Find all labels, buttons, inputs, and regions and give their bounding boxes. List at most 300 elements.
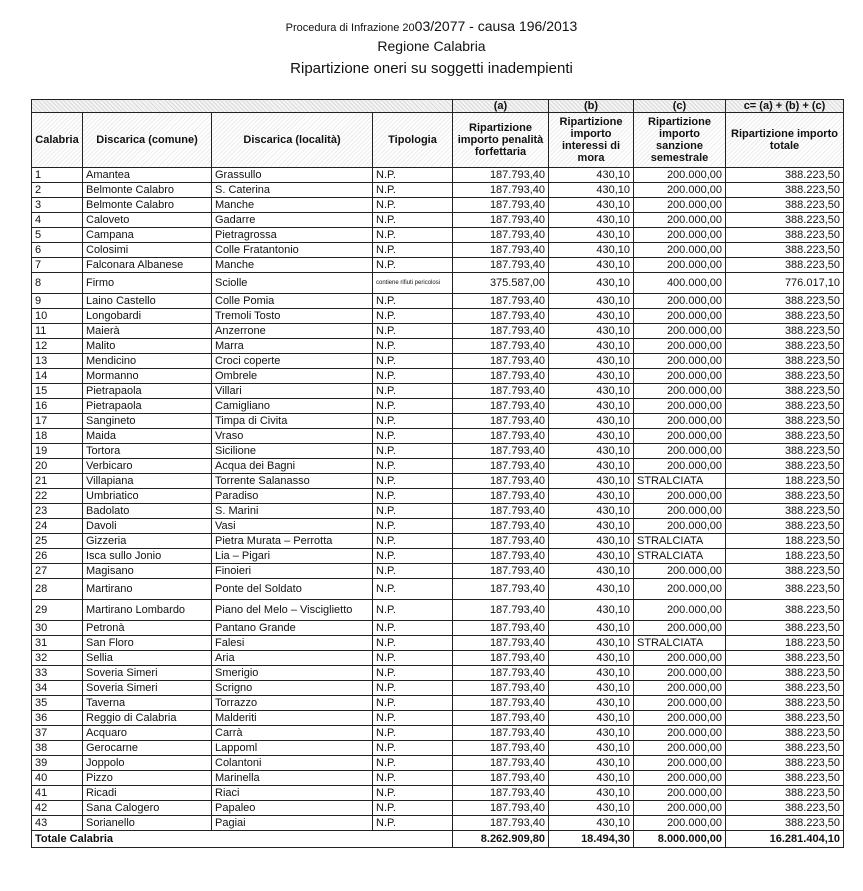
row-penalty: 187.793,40 [453, 183, 549, 198]
row-number: 32 [32, 651, 83, 666]
row-interest: 430,10 [549, 564, 634, 579]
row-interest: 430,10 [549, 369, 634, 384]
table-row [32, 786, 844, 801]
row-tipologia: N.P. [373, 228, 453, 243]
row-comune: Malito [83, 339, 212, 354]
row-total: 188.223,50 [726, 474, 844, 489]
row-total: 388.223,50 [726, 489, 844, 504]
row-comune: Campana [83, 228, 212, 243]
row-tipologia: N.P. [373, 489, 453, 504]
row-tipologia: N.P. [373, 504, 453, 519]
row-sanction: 200.000,00 [634, 399, 726, 414]
row-tipologia: N.P. [373, 600, 453, 621]
row-number: 3 [32, 198, 83, 213]
row-penalty: 187.793,40 [453, 756, 549, 771]
row-penalty: 187.793,40 [453, 369, 549, 384]
row-interest: 430,10 [549, 213, 634, 228]
row-localita: Pietra Murata – Perrotta [212, 534, 373, 549]
table-row [32, 309, 844, 324]
row-comune: Isca sullo Jonio [83, 549, 212, 564]
col-header-comune: Discarica (comune) [83, 113, 212, 168]
row-sanction: 200.000,00 [634, 183, 726, 198]
row-penalty: 187.793,40 [453, 339, 549, 354]
row-tipologia: contiene rifiuti pericolosi [373, 273, 453, 294]
row-penalty: 187.793,40 [453, 771, 549, 786]
table-row [32, 198, 844, 213]
row-comune: Maierà [83, 324, 212, 339]
row-comune: Petronà [83, 621, 212, 636]
col-code-b: (b) [549, 100, 634, 113]
row-tipologia: N.P. [373, 564, 453, 579]
row-sanction: 200.000,00 [634, 681, 726, 696]
row-sanction: 200.000,00 [634, 771, 726, 786]
total-a: 8.262.909,80 [453, 831, 549, 848]
table-row [32, 771, 844, 786]
row-total: 388.223,50 [726, 504, 844, 519]
row-number: 2 [32, 183, 83, 198]
row-total: 388.223,50 [726, 198, 844, 213]
row-total: 388.223,50 [726, 309, 844, 324]
row-sanction: 200.000,00 [634, 756, 726, 771]
row-comune: Taverna [83, 696, 212, 711]
row-penalty: 187.793,40 [453, 621, 549, 636]
row-comune: Pizzo [83, 771, 212, 786]
row-number: 29 [32, 600, 83, 621]
row-comune: Umbriatico [83, 489, 212, 504]
row-interest: 430,10 [549, 258, 634, 273]
row-interest: 430,10 [549, 198, 634, 213]
row-comune: Pietrapaola [83, 384, 212, 399]
row-sanction: 200.000,00 [634, 369, 726, 384]
row-number: 21 [32, 474, 83, 489]
document-title-subject: Ripartizione oneri su soggetti inadempienti [290, 60, 573, 77]
table-row [32, 579, 844, 600]
table-row [32, 168, 844, 183]
table-row [32, 459, 844, 474]
row-localita: Paradiso [212, 489, 373, 504]
row-penalty: 187.793,40 [453, 444, 549, 459]
row-tipologia: N.P. [373, 324, 453, 339]
row-interest: 430,10 [549, 504, 634, 519]
row-tipologia: N.P. [373, 213, 453, 228]
row-comune: Sana Calogero [83, 801, 212, 816]
table-row [32, 534, 844, 549]
row-interest: 430,10 [549, 384, 634, 399]
cost-allocation-table [31, 99, 844, 848]
row-interest: 430,10 [549, 741, 634, 756]
row-interest: 430,10 [549, 519, 634, 534]
document-title-line1 [0, 18, 863, 34]
row-localita: Timpa di Civita [212, 414, 373, 429]
row-total: 388.223,50 [726, 354, 844, 369]
row-total: 388.223,50 [726, 651, 844, 666]
row-comune: Reggio di Calabria [83, 711, 212, 726]
row-tipologia: N.P. [373, 771, 453, 786]
row-total: 388.223,50 [726, 681, 844, 696]
row-total: 388.223,50 [726, 621, 844, 636]
row-comune: Soveria Simeri [83, 666, 212, 681]
row-number: 43 [32, 816, 83, 831]
row-sanction: 200.000,00 [634, 666, 726, 681]
row-interest: 430,10 [549, 324, 634, 339]
col-code-total: c= (a) + (b) + (c) [726, 100, 844, 113]
row-interest: 430,10 [549, 711, 634, 726]
row-sanction: 200.000,00 [634, 384, 726, 399]
row-localita: Marinella [212, 771, 373, 786]
row-localita: Lia – Pigari [212, 549, 373, 564]
row-interest: 430,10 [549, 651, 634, 666]
row-total: 188.223,50 [726, 636, 844, 651]
row-total: 388.223,50 [726, 816, 844, 831]
row-number: 19 [32, 444, 83, 459]
row-penalty: 187.793,40 [453, 741, 549, 756]
row-localita: Carrà [212, 726, 373, 741]
table-row [32, 681, 844, 696]
row-localita: Croci coperte [212, 354, 373, 369]
row-localita: Smerigio [212, 666, 373, 681]
row-sanction: 200.000,00 [634, 339, 726, 354]
row-interest: 430,10 [549, 429, 634, 444]
row-comune: Badolato [83, 504, 212, 519]
row-sanction: STRALCIATA [634, 549, 726, 564]
row-number: 27 [32, 564, 83, 579]
row-localita: Pantano Grande [212, 621, 373, 636]
row-tipologia: N.P. [373, 519, 453, 534]
row-sanction: 200.000,00 [634, 519, 726, 534]
row-interest: 430,10 [549, 168, 634, 183]
row-comune: Tortora [83, 444, 212, 459]
table-row [32, 816, 844, 831]
row-localita: Colle Fratantonio [212, 243, 373, 258]
row-tipologia: N.P. [373, 354, 453, 369]
row-tipologia: N.P. [373, 339, 453, 354]
row-tipologia: N.P. [373, 801, 453, 816]
row-number: 8 [32, 273, 83, 294]
row-sanction: 200.000,00 [634, 696, 726, 711]
row-sanction: STRALCIATA [634, 534, 726, 549]
table-row [32, 444, 844, 459]
row-sanction: 200.000,00 [634, 258, 726, 273]
row-localita: Riaci [212, 786, 373, 801]
col-header-localita: Discarica (località) [212, 113, 373, 168]
row-penalty: 187.793,40 [453, 228, 549, 243]
row-number: 5 [32, 228, 83, 243]
row-total: 388.223,50 [726, 726, 844, 741]
table-row [32, 474, 844, 489]
row-localita: Manche [212, 198, 373, 213]
row-sanction: 200.000,00 [634, 600, 726, 621]
row-total: 776.017,10 [726, 273, 844, 294]
row-sanction: STRALCIATA [634, 474, 726, 489]
table-row [32, 399, 844, 414]
row-tipologia: N.P. [373, 726, 453, 741]
row-number: 37 [32, 726, 83, 741]
table-row [32, 621, 844, 636]
row-total: 388.223,50 [726, 369, 844, 384]
row-total: 388.223,50 [726, 696, 844, 711]
row-interest: 430,10 [549, 354, 634, 369]
row-interest: 430,10 [549, 756, 634, 771]
row-penalty: 187.793,40 [453, 579, 549, 600]
row-total: 388.223,50 [726, 294, 844, 309]
row-interest: 430,10 [549, 489, 634, 504]
total-b: 18.494,30 [549, 831, 634, 848]
row-penalty: 187.793,40 [453, 786, 549, 801]
col-header-c: Ripartizione importo sanzione semestrale [634, 113, 726, 168]
row-penalty: 187.793,40 [453, 384, 549, 399]
row-total: 388.223,50 [726, 243, 844, 258]
row-comune: Amantea [83, 168, 212, 183]
table-row [32, 666, 844, 681]
row-interest: 430,10 [549, 534, 634, 549]
row-comune: Martirano [83, 579, 212, 600]
row-sanction: 200.000,00 [634, 309, 726, 324]
table-row [32, 354, 844, 369]
table-row [32, 414, 844, 429]
row-localita: Sicilione [212, 444, 373, 459]
row-interest: 430,10 [549, 681, 634, 696]
row-tipologia: N.P. [373, 711, 453, 726]
row-interest: 430,10 [549, 414, 634, 429]
row-number: 9 [32, 294, 83, 309]
row-comune: Belmonte Calabro [83, 198, 212, 213]
row-localita: Marra [212, 339, 373, 354]
row-total: 388.223,50 [726, 600, 844, 621]
row-number: 13 [32, 354, 83, 369]
row-penalty: 187.793,40 [453, 816, 549, 831]
table-row [32, 324, 844, 339]
row-tipologia: N.P. [373, 534, 453, 549]
row-number: 4 [32, 213, 83, 228]
row-comune: Verbicaro [83, 459, 212, 474]
row-comune: Sangineto [83, 414, 212, 429]
row-penalty: 187.793,40 [453, 519, 549, 534]
row-total: 388.223,50 [726, 741, 844, 756]
row-tipologia: N.P. [373, 414, 453, 429]
row-penalty: 187.793,40 [453, 213, 549, 228]
row-comune: Magisano [83, 564, 212, 579]
row-tipologia: N.P. [373, 816, 453, 831]
row-interest: 430,10 [549, 666, 634, 681]
row-sanction: 200.000,00 [634, 168, 726, 183]
row-tipologia: N.P. [373, 444, 453, 459]
row-tipologia: N.P. [373, 549, 453, 564]
row-localita: Aria [212, 651, 373, 666]
row-total: 388.223,50 [726, 756, 844, 771]
table-row [32, 651, 844, 666]
row-localita: Finoieri [212, 564, 373, 579]
row-total: 388.223,50 [726, 666, 844, 681]
row-number: 16 [32, 399, 83, 414]
row-tipologia: N.P. [373, 429, 453, 444]
document-title-region: Regione Calabria [377, 38, 486, 54]
row-total: 388.223,50 [726, 168, 844, 183]
row-tipologia: N.P. [373, 696, 453, 711]
row-interest: 430,10 [549, 273, 634, 294]
row-number: 1 [32, 168, 83, 183]
row-comune: Longobardi [83, 309, 212, 324]
row-number: 18 [32, 429, 83, 444]
row-number: 26 [32, 549, 83, 564]
row-comune: Soveria Simeri [83, 681, 212, 696]
row-sanction: 200.000,00 [634, 213, 726, 228]
row-interest: 430,10 [549, 621, 634, 636]
table-row [32, 384, 844, 399]
table-row [32, 600, 844, 621]
row-tipologia: N.P. [373, 243, 453, 258]
row-localita: Tremoli Tosto [212, 309, 373, 324]
row-localita: Colantoni [212, 756, 373, 771]
row-interest: 430,10 [549, 549, 634, 564]
row-number: 17 [32, 414, 83, 429]
row-penalty: 187.793,40 [453, 489, 549, 504]
row-localita: Ponte del Soldato [212, 579, 373, 600]
total-label: Totale Calabria [32, 831, 453, 848]
row-tipologia: N.P. [373, 621, 453, 636]
row-penalty: 187.793,40 [453, 534, 549, 549]
row-number: 39 [32, 756, 83, 771]
row-number: 12 [32, 339, 83, 354]
row-interest: 430,10 [549, 579, 634, 600]
row-tipologia: N.P. [373, 666, 453, 681]
row-localita: Malderiti [212, 711, 373, 726]
row-total: 388.223,50 [726, 399, 844, 414]
row-sanction: 200.000,00 [634, 414, 726, 429]
row-total: 388.223,50 [726, 213, 844, 228]
table-row [32, 696, 844, 711]
row-number: 30 [32, 621, 83, 636]
row-comune: Villapiana [83, 474, 212, 489]
row-penalty: 187.793,40 [453, 459, 549, 474]
total-c: 8.000.000,00 [634, 831, 726, 848]
row-localita: Gadarre [212, 213, 373, 228]
row-number: 23 [32, 504, 83, 519]
table-row [32, 258, 844, 273]
row-interest: 430,10 [549, 696, 634, 711]
row-comune: Mormanno [83, 369, 212, 384]
row-interest: 430,10 [549, 474, 634, 489]
row-comune: Maida [83, 429, 212, 444]
row-sanction: 200.000,00 [634, 621, 726, 636]
row-sanction: 200.000,00 [634, 651, 726, 666]
row-penalty: 187.793,40 [453, 801, 549, 816]
row-sanction: 200.000,00 [634, 816, 726, 831]
row-penalty: 187.793,40 [453, 681, 549, 696]
row-total: 388.223,50 [726, 786, 844, 801]
row-penalty: 187.793,40 [453, 651, 549, 666]
row-total: 388.223,50 [726, 228, 844, 243]
row-penalty: 187.793,40 [453, 504, 549, 519]
table-row [32, 564, 844, 579]
table-row [32, 183, 844, 198]
row-penalty: 187.793,40 [453, 549, 549, 564]
col-header-tipologia: Tipologia [373, 113, 453, 168]
procedure-prefix: Procedura di Infrazione 20 [285, 22, 415, 34]
row-sanction: 200.000,00 [634, 198, 726, 213]
row-total: 388.223,50 [726, 564, 844, 579]
table-row [32, 429, 844, 444]
table-row [32, 243, 844, 258]
row-total: 388.223,50 [726, 801, 844, 816]
row-number: 31 [32, 636, 83, 651]
table-row [32, 636, 844, 651]
row-sanction: 200.000,00 [634, 726, 726, 741]
col-header-total: Ripartizione importo totale [726, 113, 844, 168]
col-header-a: Ripartizione importo penalità forfettaria [453, 113, 549, 168]
row-total: 388.223,50 [726, 384, 844, 399]
row-comune: Martirano Lombardo [83, 600, 212, 621]
column-code-row [32, 100, 844, 113]
row-penalty: 187.793,40 [453, 399, 549, 414]
blank-header-cell [32, 100, 453, 113]
row-sanction: STRALCIATA [634, 636, 726, 651]
row-interest: 430,10 [549, 309, 634, 324]
row-penalty: 187.793,40 [453, 726, 549, 741]
row-interest: 430,10 [549, 786, 634, 801]
row-number: 35 [32, 696, 83, 711]
row-interest: 430,10 [549, 726, 634, 741]
row-interest: 430,10 [549, 228, 634, 243]
column-header-row [32, 113, 844, 168]
row-localita: Camigliano [212, 399, 373, 414]
row-comune: Joppolo [83, 756, 212, 771]
row-tipologia: N.P. [373, 294, 453, 309]
row-localita: Pietragrossa [212, 228, 373, 243]
row-tipologia: N.P. [373, 786, 453, 801]
row-number: 24 [32, 519, 83, 534]
row-tipologia: N.P. [373, 651, 453, 666]
row-localita: Torrazzo [212, 696, 373, 711]
row-penalty: 187.793,40 [453, 414, 549, 429]
total-row [32, 831, 844, 848]
row-localita: Lappoml [212, 741, 373, 756]
row-sanction: 200.000,00 [634, 711, 726, 726]
row-comune: Laino Castello [83, 294, 212, 309]
row-number: 6 [32, 243, 83, 258]
row-total: 388.223,50 [726, 429, 844, 444]
total-t: 16.281.404,10 [726, 831, 844, 848]
row-sanction: 200.000,00 [634, 228, 726, 243]
row-penalty: 187.793,40 [453, 696, 549, 711]
row-tipologia: N.P. [373, 258, 453, 273]
row-tipologia: N.P. [373, 309, 453, 324]
row-number: 38 [32, 741, 83, 756]
row-penalty: 187.793,40 [453, 600, 549, 621]
row-penalty: 187.793,40 [453, 666, 549, 681]
row-number: 25 [32, 534, 83, 549]
row-localita: Torrente Salanasso [212, 474, 373, 489]
row-total: 388.223,50 [726, 579, 844, 600]
row-sanction: 400.000,00 [634, 273, 726, 294]
row-total: 388.223,50 [726, 711, 844, 726]
row-penalty: 187.793,40 [453, 198, 549, 213]
row-interest: 430,10 [549, 294, 634, 309]
row-tipologia: N.P. [373, 384, 453, 399]
row-localita: Pagiai [212, 816, 373, 831]
row-localita: Vasi [212, 519, 373, 534]
row-penalty: 187.793,40 [453, 636, 549, 651]
col-header-num: Calabria [32, 113, 83, 168]
row-penalty: 187.793,40 [453, 258, 549, 273]
row-penalty: 187.793,40 [453, 168, 549, 183]
row-tipologia: N.P. [373, 198, 453, 213]
row-localita: Piano del Melo – Visciglietto [212, 600, 373, 621]
row-total: 388.223,50 [726, 324, 844, 339]
row-sanction: 200.000,00 [634, 354, 726, 369]
row-localita: Grassullo [212, 168, 373, 183]
row-interest: 430,10 [549, 339, 634, 354]
row-comune: Pietrapaola [83, 399, 212, 414]
